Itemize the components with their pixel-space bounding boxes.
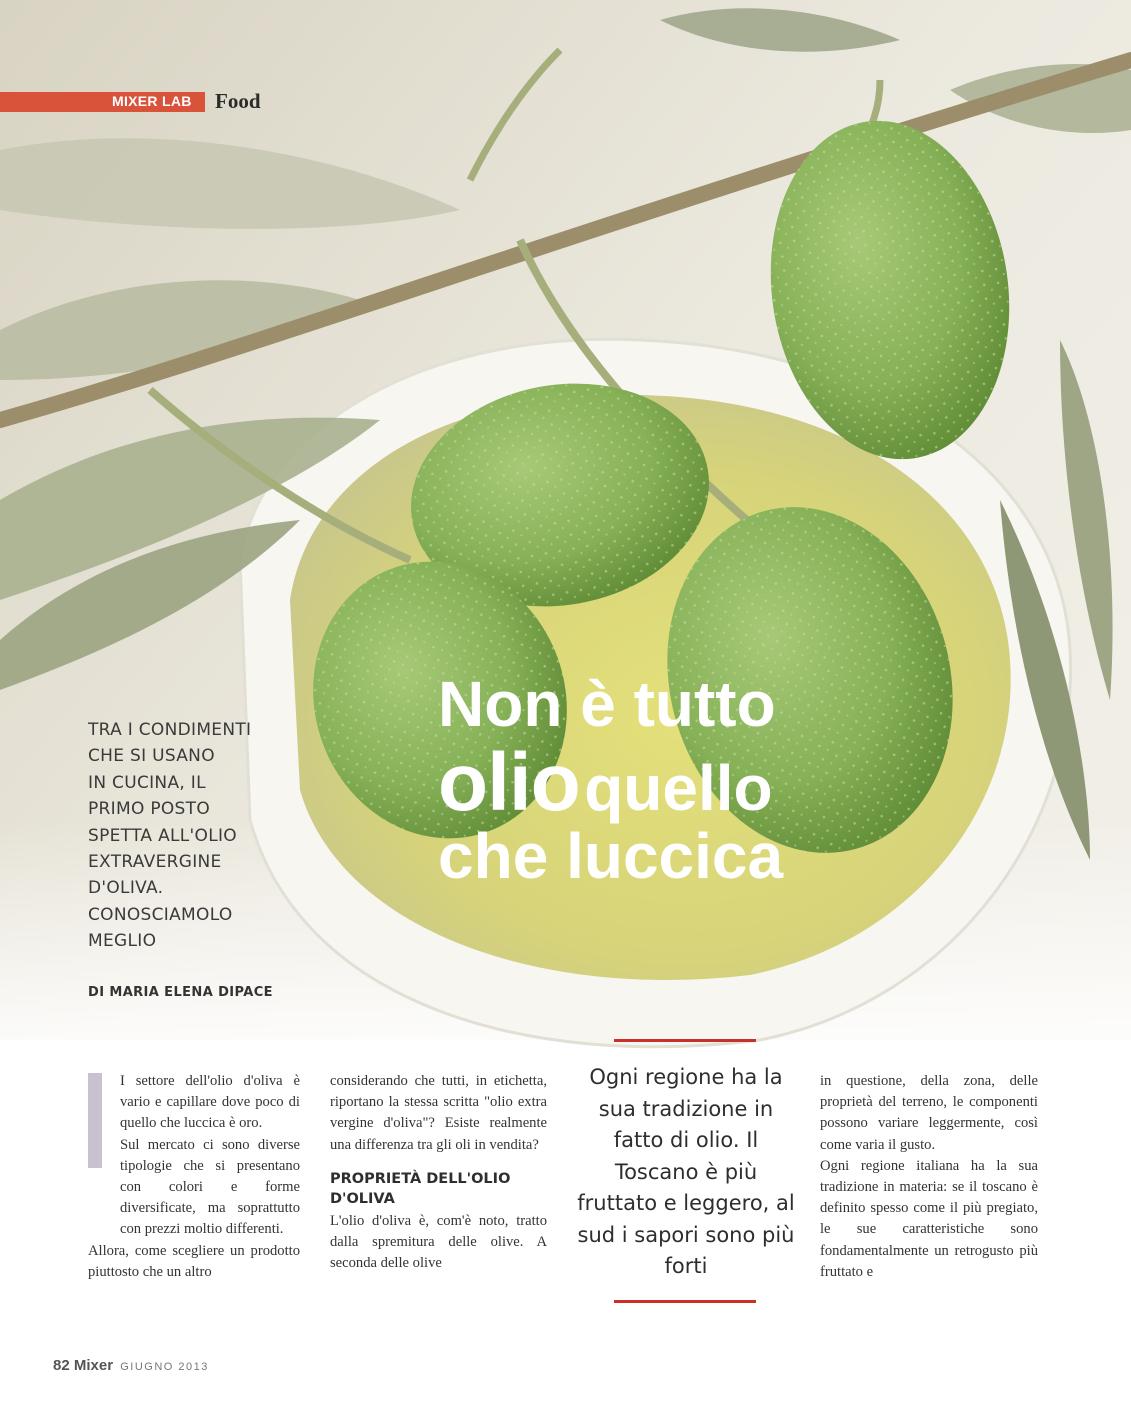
article-paragraph: L'olio d'oliva è, com'è noto, tratto dalla spremitura delle olive. A seconda delle olive: [330, 1212, 547, 1272]
article-subheading: PROPRIETÀ DELL'OLIO D'OLIVA: [330, 1170, 511, 1207]
standfirst-line: EXTRAVERGINE: [88, 852, 222, 873]
headline-olio: olio: [438, 737, 580, 828]
standfirst-line: D'OLIVA.: [88, 878, 164, 899]
article-paragraph: Ogni regione italiana ha la sua tradizione in materia: se il toscano è definito spesso come il più pregiato, le sue caratteristiche sono fondamentalmente un retrogusto più fruttato e: [820, 1157, 1038, 1280]
headline-line-2: [438, 737, 898, 828]
article-lead-paragraph: I settore dell'olio d'oliva è vario e capillare dove poco di quello che luccica è oro.: [120, 1073, 300, 1132]
headline-line-1: Non è tutto: [438, 668, 776, 740]
pullquote-top-rule: [614, 1039, 756, 1042]
page-number: 82: [53, 1357, 70, 1374]
section-name: Food: [215, 89, 261, 113]
article-column-2: [330, 1071, 547, 1274]
headline: [438, 668, 898, 892]
magazine-name: Mixer: [73, 1357, 114, 1374]
article-paragraph: considerando che tutti, in etichetta, riportano la stessa scritta "olio extra vergine d'oliva"? Esiste realmente una differenza tra gli oli in vendita?: [330, 1073, 547, 1153]
article-paragraph: Allora, come scegliere un prodotto piuttosto che un altro: [88, 1242, 300, 1280]
byline: DI MARIA ELENA DIPACE: [88, 985, 273, 1000]
headline-quello: quello: [584, 752, 773, 824]
standfirst-line: CHE SI USANO: [88, 746, 215, 767]
article-paragraph: in questione, della zona, delle proprietà del terreno, le componenti possono variare leggermente, così come varia il gusto.: [820, 1073, 1038, 1153]
standfirst-line: TRA I CONDIMENTI: [88, 720, 252, 740]
issue-date: GIUGNO 2013: [120, 1361, 209, 1373]
standfirst-line: IN CUCINA, IL: [88, 772, 206, 793]
article-column-1: [88, 1071, 300, 1283]
headline-line-3: che luccica: [438, 820, 784, 892]
standfirst-line: MEGLIO: [88, 931, 157, 952]
standfirst: [88, 717, 288, 955]
article-paragraph: Sul mercato ci sono diverse tipologie che si presentano con colori e forme diversificate, ma soprattutto con prezzi moltio differenti.: [120, 1136, 300, 1238]
article-column-4: [820, 1071, 1038, 1283]
standfirst-line: SPETTA ALL'OLIO: [88, 825, 237, 846]
standfirst-line: CONOSCIAMOLO: [88, 904, 233, 925]
pullquote-bottom-rule: [614, 1300, 756, 1303]
folio: [53, 1357, 209, 1374]
pullquote: Ogni regione ha la sua tradizione in fatto di olio. Il Toscano è più fruttato e leggero, al sud i sapori sono più forti: [577, 1065, 795, 1278]
section-label: MIXER LAB: [112, 93, 192, 109]
standfirst-line: PRIMO POSTO: [88, 799, 211, 820]
